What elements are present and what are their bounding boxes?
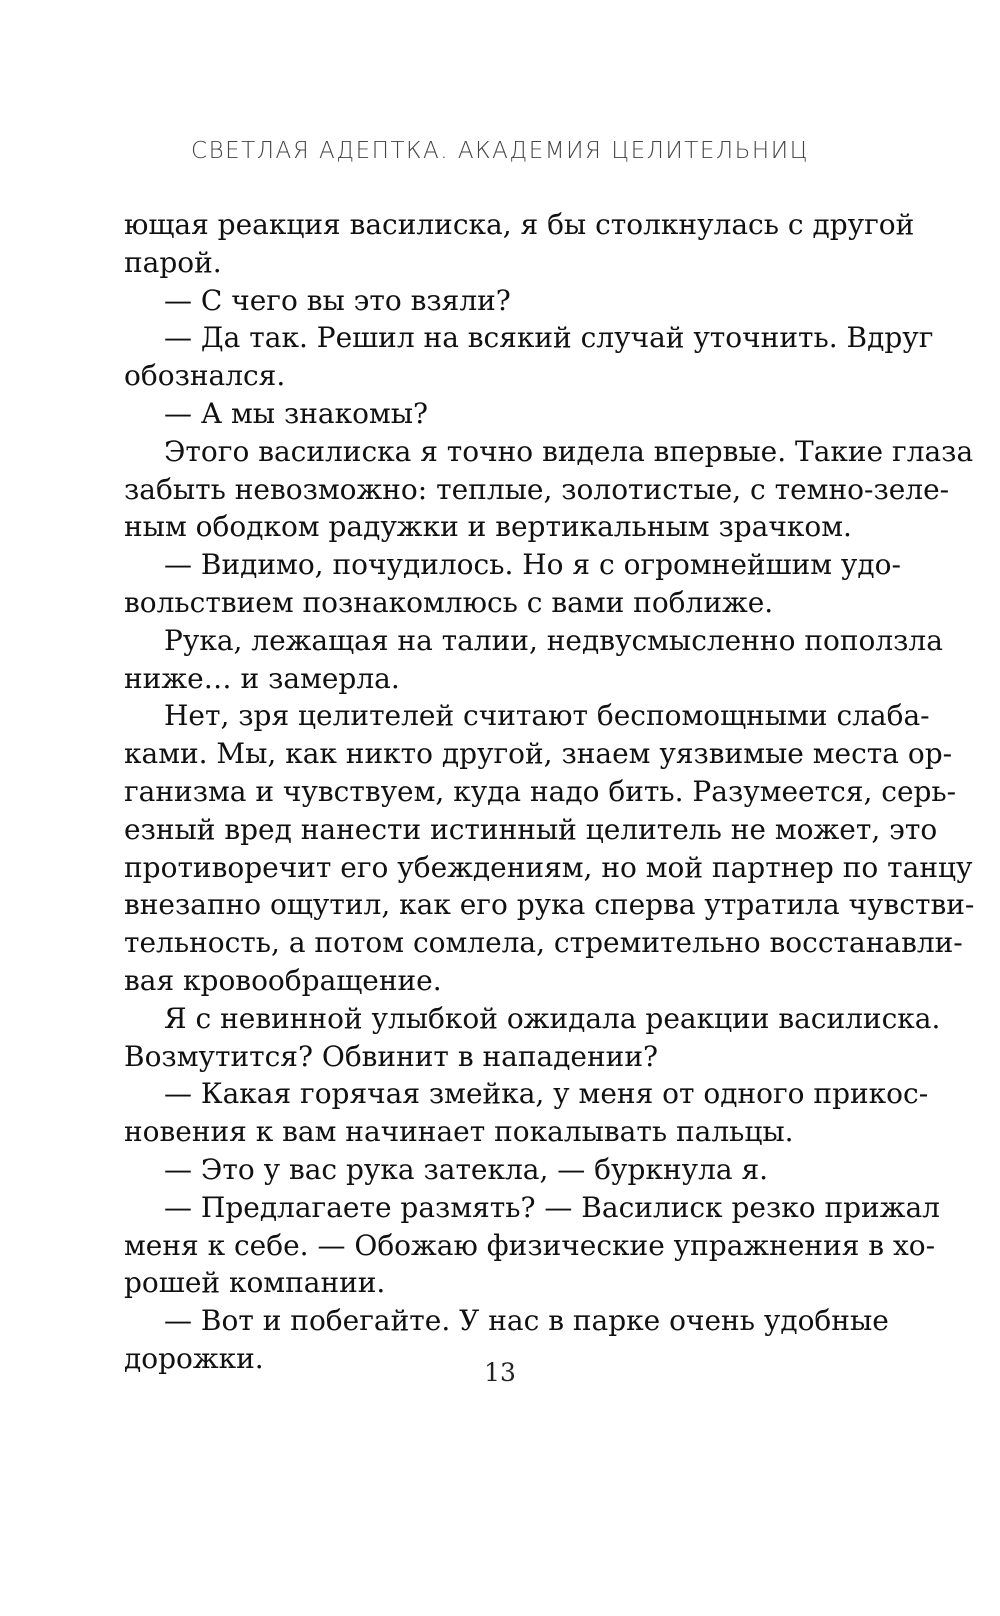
running-header-title: СВЕТЛАЯ АДЕПТКА. АКАДЕМИЯ ЦЕЛИТЕЛЬНИЦ bbox=[191, 138, 809, 164]
text-line: — С чего вы это взяли? bbox=[164, 283, 511, 317]
text-line: парой. bbox=[124, 245, 222, 279]
text-line: ниже… и замерла. bbox=[124, 661, 400, 695]
text-line: вольствием познакомлюсь с вами поближе. bbox=[124, 585, 774, 619]
text-line: Этого василиска я точно видела впервые. Такие глаза bbox=[164, 434, 974, 468]
text-line: Я с невинной улыбкой ожидала реакции василиска. bbox=[164, 1001, 941, 1035]
body-text bbox=[124, 206, 975, 1378]
text-line: — Вот и побегайте. У нас в парке очень удобные bbox=[164, 1304, 889, 1338]
text-line: ганизма и чувствуем, куда надо бить. Разумеется, серь- bbox=[124, 774, 957, 808]
text-line: меня к себе. — Обожаю физические упражнения в хо- bbox=[124, 1228, 936, 1262]
text-line: Возмутится? Обвинит в нападении? bbox=[124, 1039, 658, 1073]
text-line: внезапно ощутил, как его рука сперва утратила чувстви- bbox=[124, 888, 975, 922]
text-line: — Это у вас рука затекла, — буркнула я. bbox=[164, 1152, 769, 1186]
text-line: противоречит его убеждениям, но мой партнер по танцу bbox=[124, 850, 973, 884]
text-line: рошей компании. bbox=[124, 1266, 386, 1300]
text-line: — Предлагаете размять? — Василиск резко прижал bbox=[164, 1190, 940, 1224]
text-line: — Видимо, почудилось. Но я с огромнейшим удо- bbox=[164, 548, 901, 582]
text-line: — Какая горячая змейка, у меня от одного прикос- bbox=[164, 1077, 929, 1111]
page-number: 13 bbox=[484, 1358, 516, 1387]
text-line: новения к вам начинает покалывать пальцы. bbox=[124, 1115, 794, 1149]
text-line: — А мы знакомы? bbox=[164, 396, 429, 430]
text-line: — Да так. Решил на всякий случай уточнить. Вдруг bbox=[164, 321, 934, 355]
text-line: ным ободком радужки и вертикальным зрачком. bbox=[124, 510, 852, 544]
text-line: тельность, а потом сомлела, стремительно восстанавли- bbox=[124, 926, 963, 960]
text-line: езный вред нанести истинный целитель не может, это bbox=[124, 812, 938, 846]
text-line: Рука, лежащая на талии, недвусмысленно поползла bbox=[164, 623, 943, 657]
text-line: Нет, зря целителей считают беспомощными слаба- bbox=[164, 699, 930, 733]
text-line: дорожки. bbox=[124, 1341, 264, 1375]
text-line: обознался. bbox=[124, 359, 286, 393]
text-line: ками. Мы, как никто другой, знаем уязвимые места ор- bbox=[124, 737, 953, 771]
text-line: вая кровообращение. bbox=[124, 963, 442, 997]
text-line: ющая реакция василиска, я бы столкнулась с другой bbox=[124, 208, 915, 241]
text-line: забыть невозможно: теплые, золотистые, с темно-зеле- bbox=[124, 472, 950, 506]
